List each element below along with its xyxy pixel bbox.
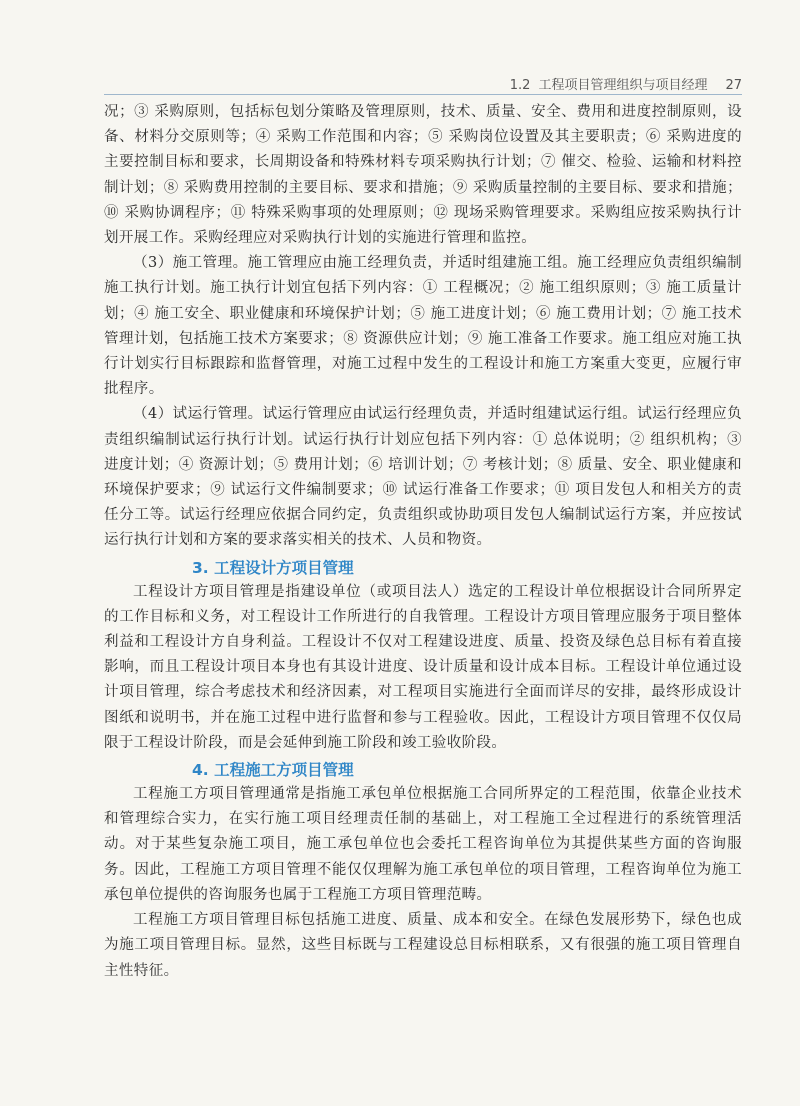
heading-construction-project-management: 4. 工程施工方项目管理: [192, 761, 354, 780]
page-number: 27: [725, 78, 742, 93]
paragraph-construction-goals: 工程施工方项目管理目标包括施工进度、质量、成本和安全。在绿色发展形势下，绿色也成为施工项目管理目标。显然，这些目标既与工程建设总目标相联系，又有很强的施工项目管理自主性特征。: [104, 912, 742, 979]
paragraph-construction-management: （3）施工管理。施工管理应由施工经理负责，并适时组建施工组。施工经理应负责组织编制施工执行计划。施工执行计划宜包括下列内容：① 工程概况；② 施工组织原则；③ 施工质量计划；④ 施工安全、职业健康和环境保护计划；⑤ 施工进度计划；⑥ 施工费用计划；⑦ 施工技术管理计划，包括施工技术方案要求；⑧ 资源供应计划；⑨ 施工准备工作要求。施工组应对施工执行计划实行目标跟踪和监督管理，对施工过程中发生的工程设计和施工方案重大变更，应履行审批程序。: [104, 255, 742, 398]
running-header: [104, 72, 742, 95]
section-number: 1.2: [509, 78, 531, 93]
paragraph-design-management: 工程设计方项目管理是指建设单位（或项目法人）选定的工程设计单位根据设计合同所界定的工作目标和义务，对工程设计工作所进行的自我管理。工程设计方项目管理应服务于项目整体利益和工程设计方自身利益。工程设计不仅对工程建设进度、质量、投资及绿色总目标有着直接影响，而且工程设计项目本身也有其设计进度、设计质量和设计成本目标。工程设计单位通过设计项目管理，综合考虑技术和经济因素，对工程项目实施进行全面而详尽的安排，最终形成设计图纸和说明书，并在施工过程中进行监督和参与工程验收。因此，工程设计方项目管理不仅仅局限于工程设计阶段，而是会延伸到施工阶段和竣工验收阶段。: [104, 583, 742, 751]
paragraph-procurement-continued: 况；③ 采购原则，包括标包划分策略及管理原则，技术、质量、安全、费用和进度控制原则，设备、材料分交原则等；④ 采购工作范围和内容；⑤ 采购岗位设置及其主要职责；⑥ 采购进度的主要控制目标和要求，长周期设备和特殊材料专项采购执行计划；⑦ 催交、检验、运输和材料控制计划；⑧ 采购费用控制的主要目标、要求和措施；⑨ 采购质量控制的主要目标、要求和措施；⑩ 采购协调程序；⑪ 特殊采购事项的处理原则；⑫ 现场采购管理要求。采购组应按采购执行计划开展工作。采购经理应对采购执行计划的实施进行管理和监控。: [104, 104, 742, 247]
body-text: [104, 100, 742, 984]
paragraph-trial-operation: （4）试运行管理。试运行管理应由试运行经理负责，并适时组建试运行组。试运行经理应负责组织编制试运行执行计划。试运行执行计划应包括下列内容：① 总体说明；② 组织机构；③ 进度计划；④ 资源计划；⑤ 费用计划；⑥ 培训计划；⑦ 考核计划；⑧ 质量、安全、职业健康和环境保护要求；⑨ 试运行文件编制要求；⑩ 试运行准备工作要求；⑪ 项目发包人和相关方的责任分工等。试运行经理应依据合同约定，负责组织或协助项目发包人编制试运行方案，并应按试运行执行计划和方案的要求落实相关的技术、人员和物资。: [104, 406, 742, 549]
section-title: 工程项目管理组织与项目经理: [538, 78, 708, 93]
running-header-text: [510, 74, 742, 93]
heading-design-project-management: 3. 工程设计方项目管理: [192, 558, 354, 577]
paragraph-construction-side: 工程施工方项目管理通常是指施工承包单位根据施工合同所界定的工程范围，依靠企业技术和管理综合实力，在实行施工项目经理责任制的基础上，对工程施工全过程进行的系统管理活动。对于某些复杂施工项目，施工承包单位也会委托工程咨询单位为其提供某些方面的咨询服务。因此，工程施工方项目管理不能仅仅理解为施工承包单位的项目管理，工程咨询单位为施工承包单位提供的咨询服务也属于工程施工方项目管理范畴。: [104, 786, 742, 903]
